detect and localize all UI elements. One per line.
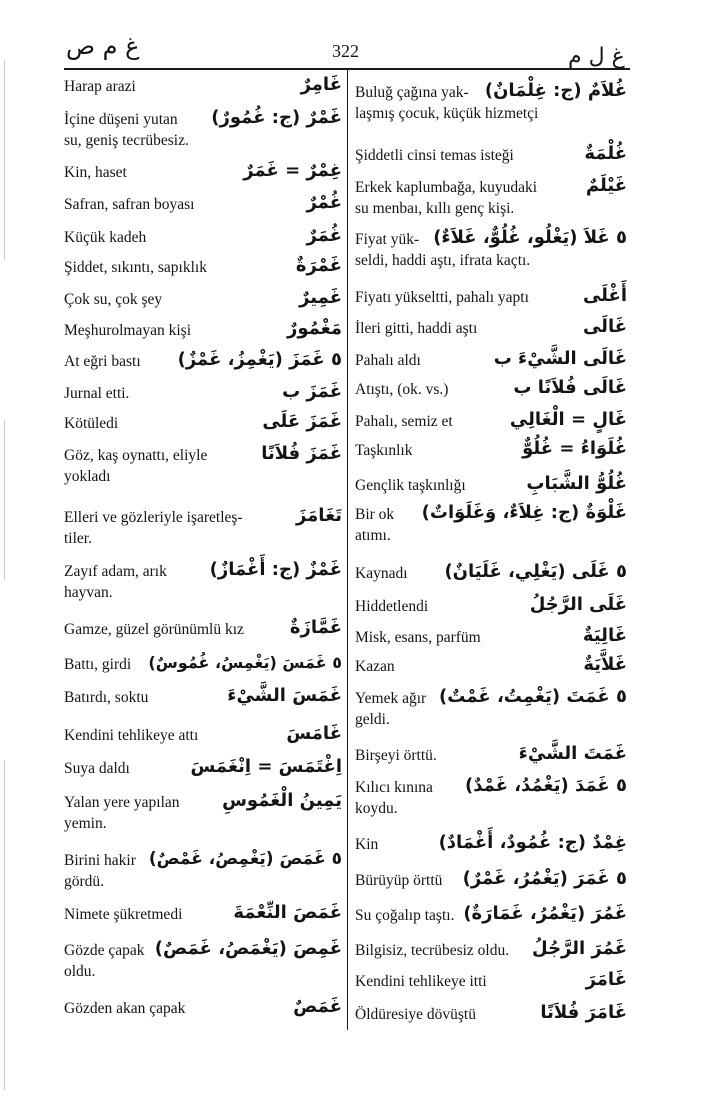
arabic-headword: غَمَصٌ bbox=[293, 996, 342, 1017]
entry-definition: oldu. bbox=[64, 963, 96, 980]
dictionary-entry bbox=[355, 971, 627, 992]
arabic-headword: غِمْرٌ = غَمَرٌ bbox=[243, 160, 342, 181]
dictionary-entry bbox=[64, 257, 342, 278]
dictionary-entry bbox=[64, 792, 342, 834]
dictionary-entry bbox=[355, 379, 627, 400]
page-number: 322 bbox=[332, 41, 359, 61]
entry-definition: Taşkınlık bbox=[355, 442, 413, 459]
arabic-headword: غَمْرَةٌ bbox=[295, 255, 342, 276]
entry-definition: Kaynadı bbox=[355, 565, 408, 582]
dictionary-entry bbox=[355, 745, 627, 766]
entry-definition: Hiddetlendi bbox=[355, 598, 429, 615]
entry-definition: At eğri bastı bbox=[64, 353, 141, 370]
entry-definition: geldi. bbox=[355, 711, 390, 728]
entry-definition: Suya daldı bbox=[64, 760, 130, 777]
entry-definition: gördü. bbox=[64, 873, 105, 890]
dictionary-entry bbox=[355, 411, 627, 432]
dictionary-entry bbox=[355, 777, 627, 819]
arabic-headword: غَامَرَ فُلاَنًا bbox=[540, 1002, 627, 1023]
arabic-headword: ٥ غَمَزَ (يَغْمِزُ، غَمْزٌ) bbox=[177, 349, 342, 370]
arabic-headword: غَمُرَ الرَّجُلُ bbox=[532, 938, 627, 959]
arabic-headword: غُلَوَاءُ = غُلُوٌّ bbox=[522, 438, 627, 459]
dictionary-entry bbox=[355, 350, 627, 371]
arabic-headword: غَمَّازَةٌ bbox=[289, 617, 342, 638]
entry-definition: Öldüresiye dövüştü bbox=[355, 1006, 476, 1023]
arabic-headword: مَغْمُورٌ bbox=[286, 318, 342, 339]
entry-definition: laşmış çocuk, küçük hizmetçi bbox=[355, 105, 539, 122]
entry-definition: İçine düşeni yutan bbox=[64, 111, 178, 128]
entry-definition: Gözden akan çapak bbox=[64, 1000, 186, 1017]
arabic-headword: ٥ غَمَدَ (يَغْمُدُ، غَمْدٌ) bbox=[465, 775, 627, 796]
arabic-headword: غَمَزَ فُلاَنًا bbox=[261, 443, 342, 464]
entry-definition: Bürüyüp örttü bbox=[355, 872, 443, 889]
arabic-headword: ٥ غَمَصَ (يَغْمِصُ، غَمْصٌ) bbox=[148, 849, 342, 869]
dictionary-entry bbox=[355, 177, 627, 219]
entry-definition: Fiyat yük- bbox=[355, 231, 420, 248]
entry-definition: Batırdı, soktu bbox=[64, 689, 149, 706]
entry-definition: Nimete şükretmedi bbox=[64, 906, 183, 923]
entry-definition: yemin. bbox=[64, 815, 107, 832]
dictionary-entry bbox=[64, 904, 342, 925]
arabic-headword: غَالِيَةٌ bbox=[582, 625, 627, 646]
dictionary-entry bbox=[64, 351, 342, 372]
entry-definition: Pahalı aldı bbox=[355, 352, 421, 369]
dictionary-entry bbox=[355, 656, 627, 677]
arabic-headword: غُلْمَةٌ bbox=[584, 143, 627, 164]
arabic-headword: غَلَى الرَّجُلُ bbox=[529, 594, 627, 615]
entry-definition: hayvan. bbox=[64, 584, 113, 601]
entry-definition: Göz, kaş oynattı, eliyle bbox=[64, 447, 208, 464]
arabic-headword: غَمَتَ الشَّيْءَ bbox=[518, 743, 627, 764]
page-header bbox=[0, 0, 709, 72]
entry-definition: Şiddetli cinsi temas isteği bbox=[355, 147, 514, 164]
arabic-headword: يَمِينُ الْغَمُوسِ bbox=[222, 790, 342, 811]
entry-definition: Şiddet, sıkıntı, sapıklık bbox=[64, 259, 207, 276]
arabic-headword: غَمِيرٌ bbox=[299, 287, 342, 308]
entry-definition: Buluğ çağına yak- bbox=[355, 84, 469, 101]
entry-definition: Atıştı, (ok. vs.) bbox=[355, 381, 449, 398]
entry-definition: Misk, esans, parfüm bbox=[355, 629, 481, 646]
entry-definition: Bilgisiz, tecrübesiz oldu. bbox=[355, 942, 510, 959]
dictionary-entry bbox=[355, 440, 627, 461]
arabic-headword: غُمْرٌ bbox=[306, 192, 342, 213]
arabic-headword: غَامَسَ bbox=[286, 723, 342, 744]
arabic-headword: ٥ غَمَسَ (يَغْمِسُ، غُمُوسٌ) bbox=[148, 653, 342, 672]
entry-definition: su menbaı, kıllı genç kişi. bbox=[355, 200, 515, 217]
header-letters-left: غ م ص bbox=[66, 32, 140, 60]
dictionary-entry bbox=[355, 318, 627, 339]
dictionary-entry bbox=[64, 227, 342, 248]
entry-definition: Kin bbox=[355, 836, 379, 853]
dictionary-entry bbox=[355, 504, 627, 546]
entry-definition: Jurnal etti. bbox=[64, 385, 130, 402]
entry-definition: Fiyatı yükseltti, pahalı yaptı bbox=[355, 289, 529, 306]
dictionary-entry bbox=[64, 162, 342, 183]
arabic-headword: غَمْزٌ (ج: أَغْمَازٌ) bbox=[209, 559, 342, 580]
arabic-headword: تَغَامَزَ bbox=[295, 505, 342, 526]
dictionary-entry bbox=[64, 758, 342, 779]
arabic-headword: ٥ غَلَى (يَغْلِي، غَلَيَانٌ) bbox=[444, 561, 627, 582]
dictionary-entry bbox=[64, 413, 342, 434]
dictionary-entry bbox=[355, 596, 627, 617]
entry-definition: su, geniş tecrübesiz. bbox=[64, 132, 189, 149]
dictionary-entry bbox=[355, 82, 627, 124]
dictionary-entry bbox=[64, 383, 342, 404]
arabic-headword: غُمَرٌ bbox=[306, 225, 342, 246]
dictionary-entry bbox=[64, 507, 342, 549]
header-letters-right: غ ل م bbox=[568, 44, 625, 69]
arabic-headword: غَامَرَ bbox=[585, 969, 627, 990]
dictionary-entry bbox=[64, 998, 342, 1019]
entry-definition: seldi, haddi aştı, ifrata kaçtı. bbox=[355, 252, 531, 269]
entry-definition: koydu. bbox=[355, 800, 398, 817]
arabic-headword: ٥ غَمَرَ (يَغْمُرُ، غَمْرٌ) bbox=[462, 868, 627, 889]
arabic-headword: ٥ غَلاَ (يَغْلُو، غُلُوٌّ، غَلاَءٌ) bbox=[433, 227, 627, 248]
dictionary-entry bbox=[355, 287, 627, 308]
arabic-headword: غَيْلَمٌ bbox=[585, 175, 627, 196]
dictionary-entry bbox=[355, 834, 627, 855]
arabic-headword: غَمَزَ عَلَى bbox=[262, 411, 342, 432]
dictionary-entry bbox=[64, 109, 342, 151]
dictionary-entry bbox=[64, 289, 342, 310]
entry-definition: atımı. bbox=[355, 527, 391, 544]
dictionary-entry bbox=[355, 940, 627, 961]
entry-definition: Zayıf adam, arık bbox=[64, 563, 167, 580]
arabic-headword: غَامِرٌ bbox=[300, 74, 342, 95]
entry-definition: Harap arazi bbox=[64, 78, 136, 95]
entry-definition: Kılıcı kınına bbox=[355, 779, 433, 796]
arabic-headword: ٥ غَمَتَ (يَغْمِتُ، غَمْتٌ) bbox=[439, 686, 627, 707]
arabic-headword: غَالَى فُلاَنًا ب bbox=[513, 377, 627, 398]
dictionary-entry bbox=[64, 76, 342, 97]
arabic-headword: غُلاَمٌ (ج: غِلْمَانٌ) bbox=[484, 80, 627, 101]
entry-definition: Safran, safran boyası bbox=[64, 196, 195, 213]
column-divider bbox=[347, 70, 348, 1030]
entry-definition: Kazan bbox=[355, 658, 395, 675]
dictionary-entry bbox=[355, 1004, 627, 1025]
dictionary-entry bbox=[64, 654, 342, 675]
dictionary-entry bbox=[355, 475, 627, 496]
entry-definition: yokladı bbox=[64, 468, 111, 485]
scan-edge-marks bbox=[2, 0, 10, 1098]
arabic-headword: غِمْدٌ (ج: غُمُودٌ، أَغْمَادٌ) bbox=[438, 832, 627, 853]
arabic-headword: اِغْتَمَسَ = اِنْغَمَسَ bbox=[190, 756, 342, 777]
entry-definition: Meşhurolmayan kişi bbox=[64, 322, 191, 339]
arabic-headword: غُلُوُّ الشَّبَابِ bbox=[526, 473, 627, 494]
arabic-headword: غَلاَّيَةٌ bbox=[583, 654, 627, 675]
entry-definition: Birşeyi örttü. bbox=[355, 747, 437, 764]
arabic-headword: غَمُرَ (يَغْمُرُ، غَمَارَةٌ) bbox=[463, 903, 627, 924]
arabic-headword: غَمَصَ النِّعْمَةَ bbox=[233, 902, 342, 923]
entry-definition: Kötüledi bbox=[64, 415, 119, 432]
dictionary-entry bbox=[355, 563, 627, 584]
arabic-headword: غَمَسَ الشَّيْءَ bbox=[227, 685, 342, 706]
arabic-headword: غَالَى bbox=[582, 316, 627, 337]
entry-definition: Erkek kaplumbağa, kuyudaki bbox=[355, 179, 538, 196]
dictionary-entry bbox=[64, 561, 342, 603]
entry-definition: Bir ok bbox=[355, 506, 395, 523]
entry-definition: Kendini tehlikeye itti bbox=[355, 973, 487, 990]
entry-definition: İleri gitti, haddi aştı bbox=[355, 320, 478, 337]
entry-definition: Birini hakir bbox=[64, 852, 136, 869]
dictionary-entry bbox=[64, 194, 342, 215]
dictionary-entry bbox=[64, 687, 342, 708]
entry-definition: Su çoğalıp taştı. bbox=[355, 907, 455, 924]
arabic-headword: غَمَزَ ب bbox=[282, 381, 342, 402]
entry-definition: Battı, girdi bbox=[64, 656, 132, 673]
arabic-headword: غَالٍ = الْغَالِي bbox=[509, 409, 627, 430]
dictionary-entry bbox=[64, 320, 342, 341]
entry-definition: Çok su, çok şey bbox=[64, 291, 163, 308]
entry-definition: Yemek ağır bbox=[355, 690, 427, 707]
arabic-headword: غَالَى الشَّيْءَ ب bbox=[493, 348, 627, 369]
arabic-headword: غَمِصَ (يَغْمَصُ، غَمَصٌ) bbox=[154, 938, 342, 959]
arabic-headword: غَلْوَةٌ (ج: غِلاَءٌ، وَغَلَوَاتٌ) bbox=[421, 502, 627, 523]
dictionary-entry bbox=[355, 870, 627, 891]
entry-definition: Pahalı, semiz et bbox=[355, 413, 453, 430]
dictionary-entry bbox=[355, 145, 627, 166]
dictionary-entry bbox=[64, 725, 342, 746]
entry-definition: Kendini tehlikeye attı bbox=[64, 727, 199, 744]
dictionary-entry bbox=[355, 905, 627, 926]
entry-definition: Elleri ve gözleriyle işaretleş- bbox=[64, 509, 243, 526]
dictionary-entry bbox=[64, 619, 342, 640]
entry-definition: Gözde çapak bbox=[64, 942, 145, 959]
entry-definition: Gamze, güzel görünümlü kız bbox=[64, 621, 244, 638]
dictionary-entry bbox=[64, 445, 342, 487]
arabic-headword: غَمْرٌ (ج: غُمُورٌ) bbox=[211, 107, 342, 128]
entry-definition: Gençlik taşkınlığı bbox=[355, 477, 466, 494]
entry-definition: Kin, haset bbox=[64, 164, 127, 181]
dictionary-entry bbox=[355, 627, 627, 648]
dictionary-entry bbox=[355, 229, 627, 271]
entry-definition: Yalan yere yapılan bbox=[64, 794, 180, 811]
dictionary-entry bbox=[64, 940, 342, 982]
entry-definition: Küçük kadeh bbox=[64, 229, 147, 246]
dictionary-entry bbox=[355, 688, 627, 730]
entry-definition: tiler. bbox=[64, 530, 92, 547]
dictionary-entry bbox=[64, 850, 342, 892]
arabic-headword: أَغْلَى bbox=[582, 285, 627, 306]
